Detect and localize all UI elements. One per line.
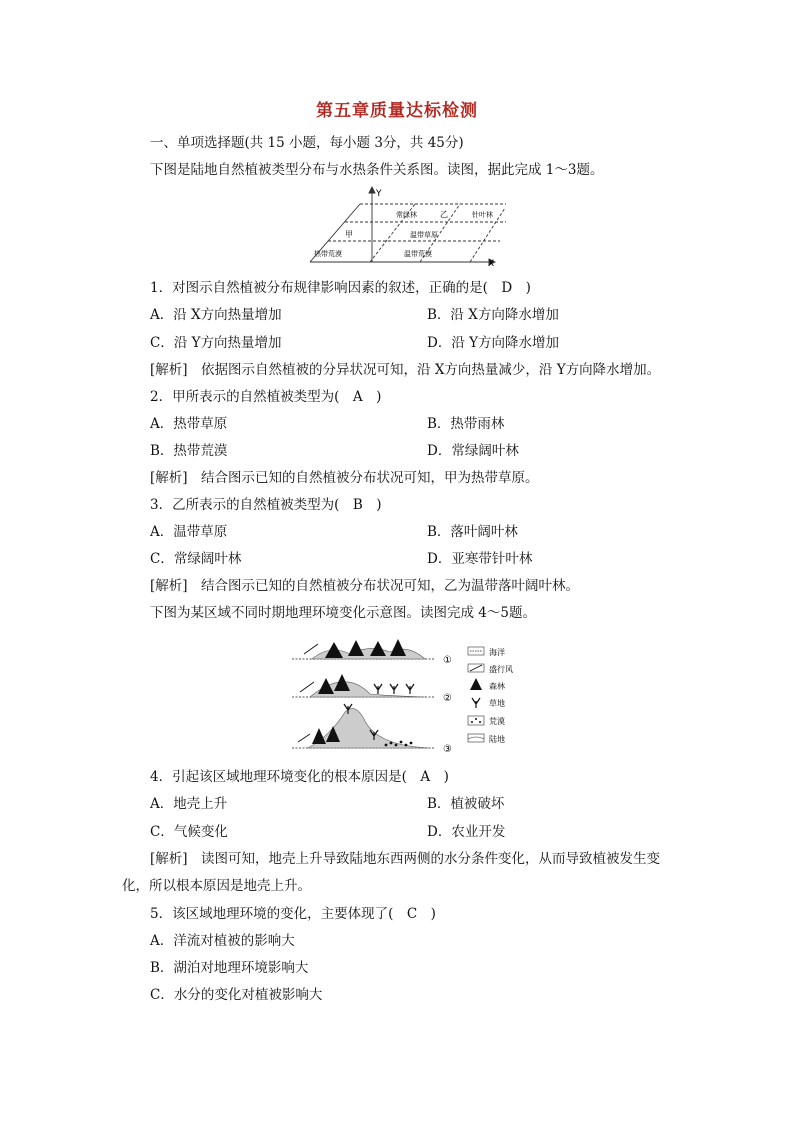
q5-stem: 5．该区域地理环境的变化，主要体现了( C )	[150, 906, 436, 922]
environment-change-figure	[290, 636, 530, 758]
cell-evergreen: 常绿林	[396, 211, 417, 219]
q1-option-c: C．沿 Y方向热量增加	[150, 335, 282, 351]
stage-label-2: ②	[443, 693, 452, 704]
q1-option-b: B．沿 X方向降水增加	[427, 307, 559, 323]
section-heading: 一、单项选择题(共 15 小题，每小题 3分，共 45分)	[150, 135, 464, 151]
intro-text-2: 下图为某区域不同时期地理环境变化示意图。读图完成 4～5题。	[150, 605, 536, 621]
q4-analysis-line-2: 化，所以根本原因是地壳上升。	[122, 878, 311, 894]
q1-analysis: [解析] 依据图示自然植被的分异状况可知，沿 X方向热量减少，沿 Y方向降水增加。	[150, 362, 661, 378]
stage-1	[292, 639, 452, 666]
q2-analysis: [解析] 结合图示已知的自然植被分布状况可知，甲为热带草原。	[150, 470, 539, 486]
q2-option-a: A．热带草原	[150, 416, 228, 432]
q2-stem: 2．甲所表示的自然植被类型为( A )	[150, 389, 382, 405]
cell-temperate-grassland: 温带草原	[410, 231, 438, 239]
legend-prevailing-wind: 盛行风	[489, 665, 513, 674]
forest-icon	[470, 678, 482, 690]
stage-2	[292, 674, 452, 704]
legend-ocean: 海洋	[489, 648, 505, 657]
q4-analysis-line-1: [解析] 读图可知，地壳上升导致陆地东西两侧的水分条件变化，从而导致植被发生变	[150, 851, 661, 867]
stage-3	[292, 704, 452, 755]
cell-tropical-desert: 热带荒漠	[314, 250, 342, 258]
figure2-legend	[468, 647, 513, 744]
legend-desert: 荒漠	[489, 717, 505, 726]
q3-option-d: D．亚寒带针叶林	[427, 551, 533, 567]
q3-analysis: [解析] 结合图示已知的自然植被分布状况可知，乙为温带落叶阔叶林。	[150, 578, 580, 594]
q5-option-c: C．水分的变化对植被影响大	[150, 987, 323, 1003]
q4-option-a: A．地壳上升	[150, 796, 228, 812]
x-axis-label: X	[488, 259, 495, 268]
stage-label-1: ①	[443, 655, 452, 666]
q1-option-a: A．沿 X方向热量增加	[150, 307, 282, 323]
q4-stem: 4．引起该区域地理环境变化的根本原因是( A )	[150, 769, 449, 785]
q4-option-b: B．植被破坏	[427, 796, 505, 812]
page-title: 第五章质量达标检测	[316, 101, 478, 121]
q2-option-c: B．热带荒漠	[150, 443, 228, 459]
q2-option-b: B．热带雨林	[427, 416, 505, 432]
intro-text-1: 下图是陆地自然植被类型分布与水热条件关系图。读图，据此完成 1～3题。	[150, 162, 604, 178]
q1-stem: 1．对图示自然植被分布规律影响因素的叙述，正确的是( D )	[150, 280, 531, 296]
cell-yi: 乙	[440, 210, 448, 219]
q3-option-c: C．常绿阔叶林	[150, 551, 242, 567]
q3-option-a: A．温带草原	[150, 524, 228, 540]
cell-jia: 甲	[345, 230, 353, 239]
legend-grassland: 草地	[489, 699, 505, 708]
q5-option-a: A．洋流对植被的影响大	[150, 933, 295, 949]
y-axis-label: Y	[376, 189, 382, 199]
q3-option-b: B．落叶阔叶林	[427, 524, 518, 540]
q1-option-d: D．沿 Y方向降水增加	[427, 335, 560, 351]
legend-forest: 森林	[489, 682, 505, 691]
q2-option-d: D．常绿阔叶林	[427, 443, 519, 459]
q5-option-b: B．湖泊对地理环境影响大	[150, 960, 309, 976]
q4-option-c: C．气候变化	[150, 824, 228, 840]
legend-land: 陆地	[489, 735, 505, 744]
vegetation-distribution-figure	[300, 186, 506, 268]
stage-label-3: ③	[443, 744, 452, 755]
q3-stem: 3．乙所表示的自然植被类型为( B )	[150, 497, 382, 513]
cell-temperate-desert: 温带荒漠	[404, 250, 432, 258]
q4-option-d: D．农业开发	[427, 824, 506, 840]
cell-conifer: 针叶林	[472, 211, 493, 219]
grass-icon	[472, 698, 480, 708]
